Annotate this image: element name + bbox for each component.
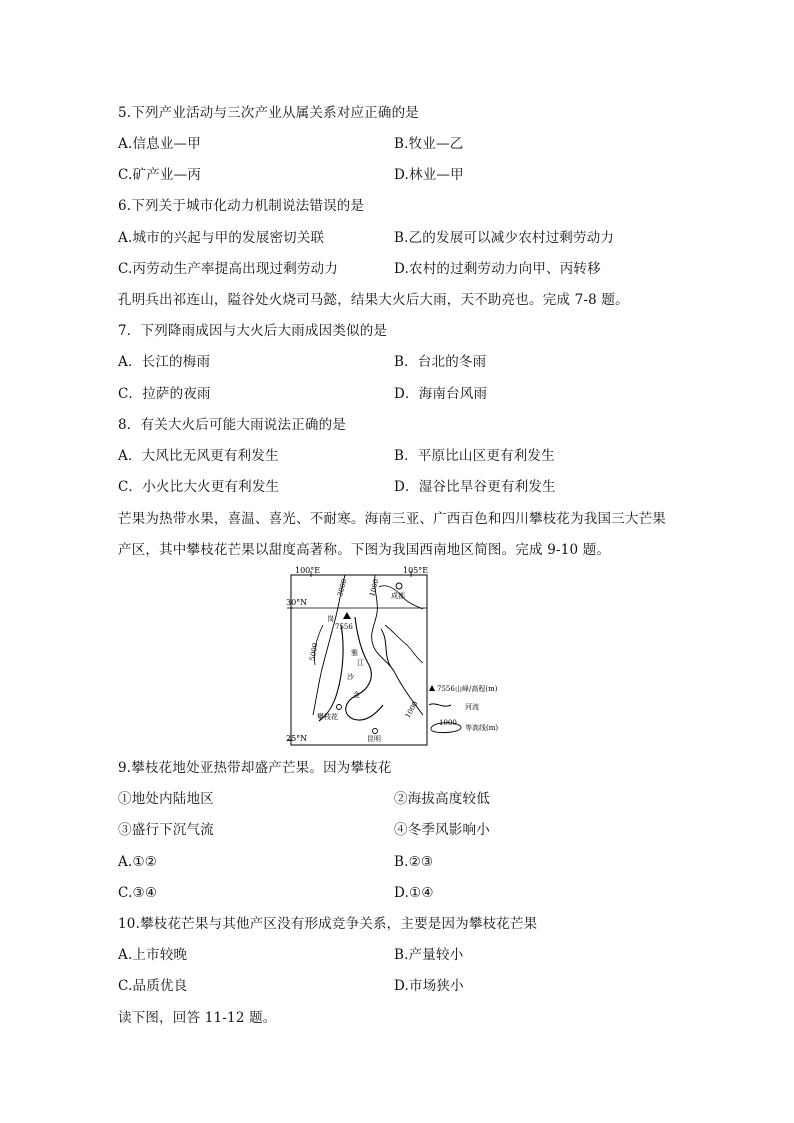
q6-stem: 6.下列关于城市化动力机制说法错误的是 <box>118 198 365 214</box>
q5-option-a: A.信息业—甲 <box>118 136 201 152</box>
legend-peak-icon <box>429 685 435 691</box>
contour-1000-top-label: 1000 <box>368 578 381 598</box>
river-char-1: 雅 <box>351 649 358 657</box>
river-char-3: 沙 <box>347 673 354 681</box>
q6-option-d: D.农村的过剩劳动力向甲、丙转移 <box>394 261 601 277</box>
q10-option-d: D.市场狭小 <box>394 978 464 994</box>
q7-option-a: A．长江的梅雨 <box>118 354 211 370</box>
panzhihua-marker <box>337 705 342 710</box>
intro-9-10-line2: 产区，其中攀枝花芒果以甜度高著称。下图为我国西南地区简图。完成 9-10 题。 <box>118 542 611 558</box>
southwest-china-map <box>283 565 523 750</box>
q9-option-b: B.②③ <box>394 854 434 870</box>
q9-option-a: A.①② <box>118 854 158 870</box>
peak-height: 7556 <box>335 623 353 631</box>
lon-left-label: 100°E <box>295 566 321 575</box>
q5-option-d: D.林业—甲 <box>394 167 464 183</box>
lat-bottom-label: 25°N <box>286 734 308 743</box>
q8-option-d: D．湿谷比旱谷更有利发生 <box>394 479 556 495</box>
q8-option-c: C．小火比大火更有利发生 <box>118 479 280 495</box>
legend-peak-value: 7556 <box>437 685 455 693</box>
q9-stem: 9.攀枝花地处亚热带却盛产芒果。因为攀枝花 <box>118 760 392 776</box>
contour-1000-right-label: 1000 <box>403 700 420 720</box>
peak-name: 岗 <box>327 615 334 623</box>
q8-option-a: A．大风比无风更有利发生 <box>118 448 279 464</box>
q9-option-d: D.①④ <box>394 885 434 901</box>
q8-option-b: B．平原比山区更有利发生 <box>394 448 555 464</box>
legend-river-icon <box>429 704 451 706</box>
lat-top-label: 30°N <box>286 598 308 607</box>
river-char-4: 金 <box>353 691 360 699</box>
kunming-marker <box>373 729 378 734</box>
legend-contour-value: 1000 <box>439 719 457 727</box>
q9-statement-2: ②海拔高度较低 <box>394 791 490 807</box>
q9-statement-4: ④冬季风影响小 <box>394 822 490 838</box>
chengdu-marker <box>396 583 402 589</box>
intro-7-8: 孔明兵出祁连山，隘谷处火烧司马懿，结果大火后大雨，天不助亮也。完成 7-8 题。 <box>118 292 629 308</box>
legend-river-label: 河流 <box>465 703 479 711</box>
intro-11-12: 读下图，回答 11-12 题。 <box>118 1010 277 1026</box>
q5-stem: 5.下列产业活动与三次产业从属关系对应正确的是 <box>118 105 419 121</box>
intro-9-10-line1: 芒果为热带水果，喜温、喜光、不耐寒。海南三亚、广西百色和四川攀枝花为我国三大芒果 <box>118 511 666 527</box>
contour-3000-label: 3000 <box>336 578 349 598</box>
q10-option-b: B.产量较小 <box>394 947 464 963</box>
legend-contour-label: 等高线(m) <box>465 724 499 732</box>
q10-option-a: A.上市较晚 <box>118 947 188 963</box>
legend-peak-label: 山峰/高程(m) <box>455 685 498 693</box>
contour-5000-label: 5000 <box>308 642 320 662</box>
q7-option-b: B．台北的冬雨 <box>394 354 487 370</box>
q9-statement-1: ①地处内陆地区 <box>118 791 214 807</box>
q8-stem: 8．有关大火后可能大雨说法正确的是 <box>118 417 346 433</box>
river-char-2: 江 <box>357 659 364 667</box>
lon-right-label: 105°E <box>403 566 429 575</box>
city-kunming: 昆明 <box>367 735 381 743</box>
q5-option-c: C.矿产业—丙 <box>118 167 202 183</box>
city-chengdu: 成都 <box>391 592 405 600</box>
city-panzhihua: 攀枝花 <box>317 713 338 721</box>
q6-option-a: A.城市的兴起与甲的发展密切关联 <box>118 230 325 246</box>
q10-stem: 10.攀枝花芒果与其他产区没有形成竞争关系，主要是因为攀枝花芒果 <box>118 916 538 932</box>
q9-option-c: C.③④ <box>118 885 158 901</box>
q10-option-c: C.品质优良 <box>118 978 188 994</box>
q9-statement-3: ③盛行下沉气流 <box>118 822 214 838</box>
q7-option-c: C．拉萨的夜雨 <box>118 386 211 402</box>
q6-option-b: B.乙的发展可以减少农村过剩劳动力 <box>394 230 615 246</box>
q5-option-b: B.牧业—乙 <box>394 136 464 152</box>
q7-option-d: D．海南台风雨 <box>394 386 488 402</box>
q6-option-c: C.丙劳动生产率提高出现过剩劳动力 <box>118 261 339 277</box>
q7-stem: 7．下列降雨成因与大火后大雨成因类似的是 <box>118 323 388 339</box>
